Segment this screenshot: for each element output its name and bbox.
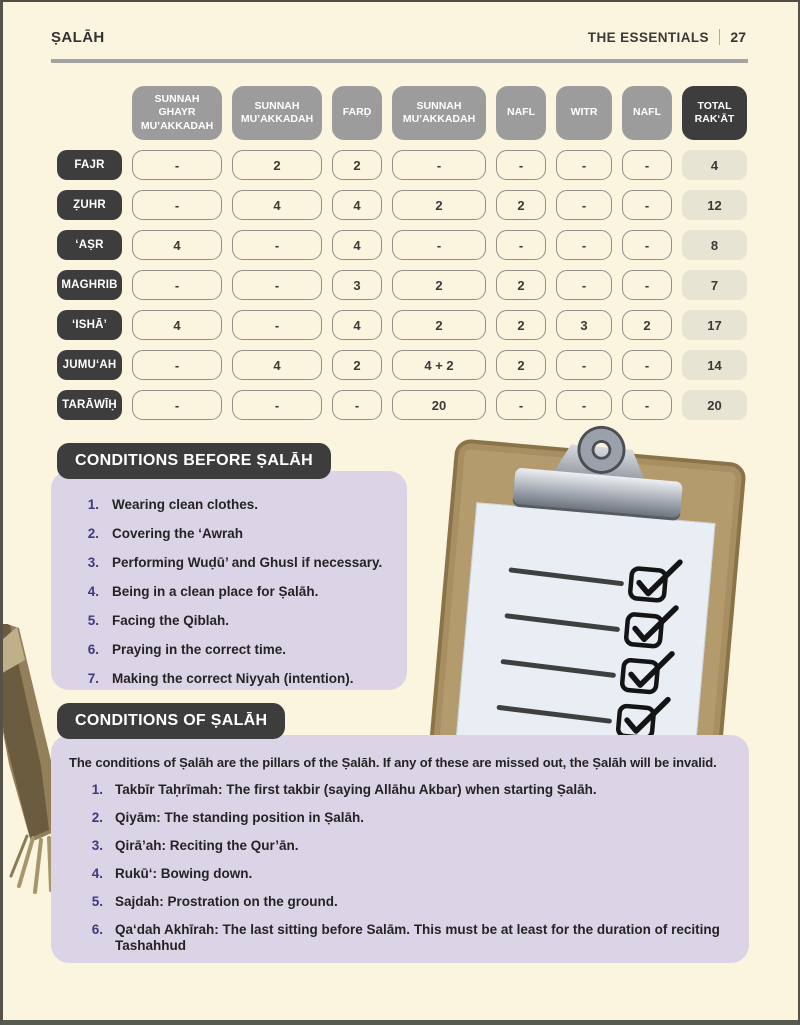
item-number: 4. bbox=[91, 865, 103, 881]
rakat-cell: - bbox=[556, 150, 612, 180]
item-text: Being in a clean place for Ṣalāh. bbox=[112, 583, 319, 599]
rakat-cell: - bbox=[556, 230, 612, 260]
column-header: FARḌ bbox=[332, 86, 382, 140]
rakat-cell: 4 bbox=[132, 230, 222, 260]
rakat-cell: 20 bbox=[392, 390, 486, 420]
rakat-cell: - bbox=[132, 390, 222, 420]
conditions-of-list bbox=[69, 782, 723, 953]
column-header: SUNNAH MU’AKKADAH bbox=[232, 86, 322, 140]
row-label: ‘AṢR bbox=[57, 230, 122, 260]
rakat-cell: - bbox=[556, 390, 612, 420]
rakat-cell: - bbox=[556, 190, 612, 220]
rakat-cell: - bbox=[622, 390, 672, 420]
item-text: Sajdah: Prostration on the ground. bbox=[115, 893, 338, 909]
rakat-cell: - bbox=[496, 390, 546, 420]
rakat-cell: - bbox=[232, 230, 322, 260]
column-header: NAFL bbox=[622, 86, 672, 140]
item-number: 6. bbox=[91, 921, 103, 937]
item-number: 3. bbox=[91, 837, 103, 853]
conditions-of-box bbox=[51, 735, 749, 963]
item-number: 5. bbox=[87, 612, 99, 628]
item-text: Qirā’ah: Reciting the Qur’ān. bbox=[115, 837, 299, 853]
row-label: FAJR bbox=[57, 150, 122, 180]
rakat-cell: 2 bbox=[392, 310, 486, 340]
total-cell: 12 bbox=[682, 190, 747, 220]
rakat-cell: - bbox=[556, 350, 612, 380]
total-cell: 17 bbox=[682, 310, 747, 340]
conditions-before-list bbox=[73, 497, 391, 686]
item-text: Praying in the correct time. bbox=[112, 641, 287, 657]
item-text: Qa‘dah Akhīrah: The last sitting before Salām. This must be at least for the duration of reciting Tashahhud bbox=[115, 921, 720, 953]
rakat-cell: 2 bbox=[332, 150, 382, 180]
conditions-before-box bbox=[51, 471, 407, 690]
item-number: 2. bbox=[91, 809, 103, 825]
item-number: 7. bbox=[87, 670, 99, 686]
rakat-cell: - bbox=[332, 390, 382, 420]
item-text: Making the correct Niyyah (intention). bbox=[112, 670, 354, 686]
rakat-cell: 2 bbox=[332, 350, 382, 380]
row-label: ẒUHR bbox=[57, 190, 122, 220]
header-right bbox=[588, 29, 746, 45]
rakat-cell: 2 bbox=[496, 350, 546, 380]
row-label: MAGHRIB bbox=[57, 270, 122, 300]
rakat-cell: - bbox=[392, 150, 486, 180]
rakat-cell: 4 bbox=[132, 310, 222, 340]
rakat-cell: - bbox=[622, 190, 672, 220]
rakat-cell: 2 bbox=[392, 270, 486, 300]
item-number: 2. bbox=[87, 525, 99, 541]
column-header: WITR bbox=[556, 86, 612, 140]
row-label: JUMU‘AH bbox=[57, 350, 122, 380]
list-item bbox=[69, 838, 723, 854]
conditions-of-heading: CONDITIONS OF ṢALĀH bbox=[57, 703, 285, 739]
total-cell: 4 bbox=[682, 150, 747, 180]
list-item bbox=[69, 810, 723, 826]
rakat-cell: 4 bbox=[232, 350, 322, 380]
conditions-of-intro: The conditions of Ṣalāh are the pillars of the Ṣalāh. If any of these are missed out, the Ṣalāh will be invalid. bbox=[69, 755, 717, 770]
list-item bbox=[69, 894, 723, 910]
checklist-line bbox=[496, 705, 612, 724]
rakat-cell: - bbox=[132, 270, 222, 300]
checklist-line bbox=[504, 613, 620, 632]
rakat-cell: - bbox=[622, 150, 672, 180]
rakat-cell: 2 bbox=[496, 190, 546, 220]
list-item bbox=[73, 555, 391, 571]
item-number: 6. bbox=[87, 641, 99, 657]
list-item bbox=[73, 497, 391, 513]
rakat-cell: 2 bbox=[622, 310, 672, 340]
list-item bbox=[73, 642, 391, 658]
item-number: 4. bbox=[87, 583, 99, 599]
section-label: THE ESSENTIALS bbox=[587, 29, 709, 45]
item-number: 1. bbox=[91, 782, 103, 797]
rakat-cell: - bbox=[556, 270, 612, 300]
checklist-line bbox=[508, 567, 624, 586]
item-text: Facing the Qiblah. bbox=[112, 612, 230, 628]
total-cell: 20 bbox=[682, 390, 747, 420]
header-divider bbox=[719, 29, 721, 45]
rakat-cell: 2 bbox=[392, 190, 486, 220]
table-corner bbox=[57, 86, 122, 140]
page-title: ṢALĀH bbox=[51, 29, 105, 46]
total-cell: 8 bbox=[682, 230, 747, 260]
rakat-cell: 4 bbox=[232, 190, 322, 220]
row-label: TARĀWĪḤ bbox=[57, 390, 122, 420]
rakat-cell: 2 bbox=[232, 150, 322, 180]
rakat-cell: 4 bbox=[332, 310, 382, 340]
item-number: 5. bbox=[91, 893, 103, 909]
item-text: Rukū‘: Bowing down. bbox=[115, 865, 253, 881]
checklist-line bbox=[500, 659, 616, 678]
rakat-cell: - bbox=[232, 270, 322, 300]
rakat-cell: 2 bbox=[496, 310, 546, 340]
item-text: Covering the ‘Awrah bbox=[112, 525, 244, 541]
header-rule bbox=[51, 59, 748, 63]
rakat-cell: - bbox=[496, 230, 546, 260]
list-item bbox=[69, 782, 723, 798]
column-header: TOTAL RAK‘ĀT bbox=[682, 86, 747, 140]
rakat-cell: - bbox=[622, 350, 672, 380]
list-item bbox=[73, 613, 391, 629]
list-item bbox=[73, 671, 391, 687]
rakat-cell: 3 bbox=[332, 270, 382, 300]
total-cell: 14 bbox=[682, 350, 747, 380]
item-text: Qiyām: The standing position in Ṣalāh. bbox=[115, 809, 365, 825]
column-header: NAFL bbox=[496, 86, 546, 140]
rakat-cell: - bbox=[132, 150, 222, 180]
rakat-table bbox=[57, 86, 747, 420]
total-cell: 7 bbox=[682, 270, 747, 300]
rakat-cell: - bbox=[622, 270, 672, 300]
rakat-cell: 4 bbox=[332, 230, 382, 260]
rakat-cell: 4 + 2 bbox=[392, 350, 486, 380]
rakat-cell: 4 bbox=[332, 190, 382, 220]
list-item bbox=[69, 866, 723, 882]
rakat-cell: - bbox=[622, 230, 672, 260]
item-number: 3. bbox=[87, 554, 99, 570]
rakat-cell: - bbox=[132, 350, 222, 380]
rakat-cell: 3 bbox=[556, 310, 612, 340]
item-text: Takbīr Taḥrīmah: The first takbir (saying Allāhu Akbar) when starting Ṣalāh. bbox=[115, 782, 597, 797]
item-number: 1. bbox=[87, 497, 99, 512]
rakat-cell: - bbox=[496, 150, 546, 180]
conditions-before-heading: CONDITIONS BEFORE ṢALĀH bbox=[57, 443, 331, 479]
rakat-cell: - bbox=[232, 390, 322, 420]
item-text: Wearing clean clothes. bbox=[112, 497, 259, 512]
list-item bbox=[73, 526, 391, 542]
column-header: SUNNAH GHAYR MU’AKKADAH bbox=[132, 86, 222, 140]
list-item bbox=[73, 584, 391, 600]
list-item bbox=[69, 922, 723, 954]
rakat-cell: - bbox=[232, 310, 322, 340]
item-text: Performing Wuḍū’ and Ghusl if necessary. bbox=[112, 554, 383, 570]
rakat-cell: - bbox=[392, 230, 486, 260]
rakat-cell: - bbox=[132, 190, 222, 220]
row-label: ‘ISHĀ’ bbox=[57, 310, 122, 340]
page-number: 27 bbox=[730, 29, 746, 45]
rakat-cell: 2 bbox=[496, 270, 546, 300]
column-header: SUNNAH MU’AKKADAH bbox=[392, 86, 486, 140]
